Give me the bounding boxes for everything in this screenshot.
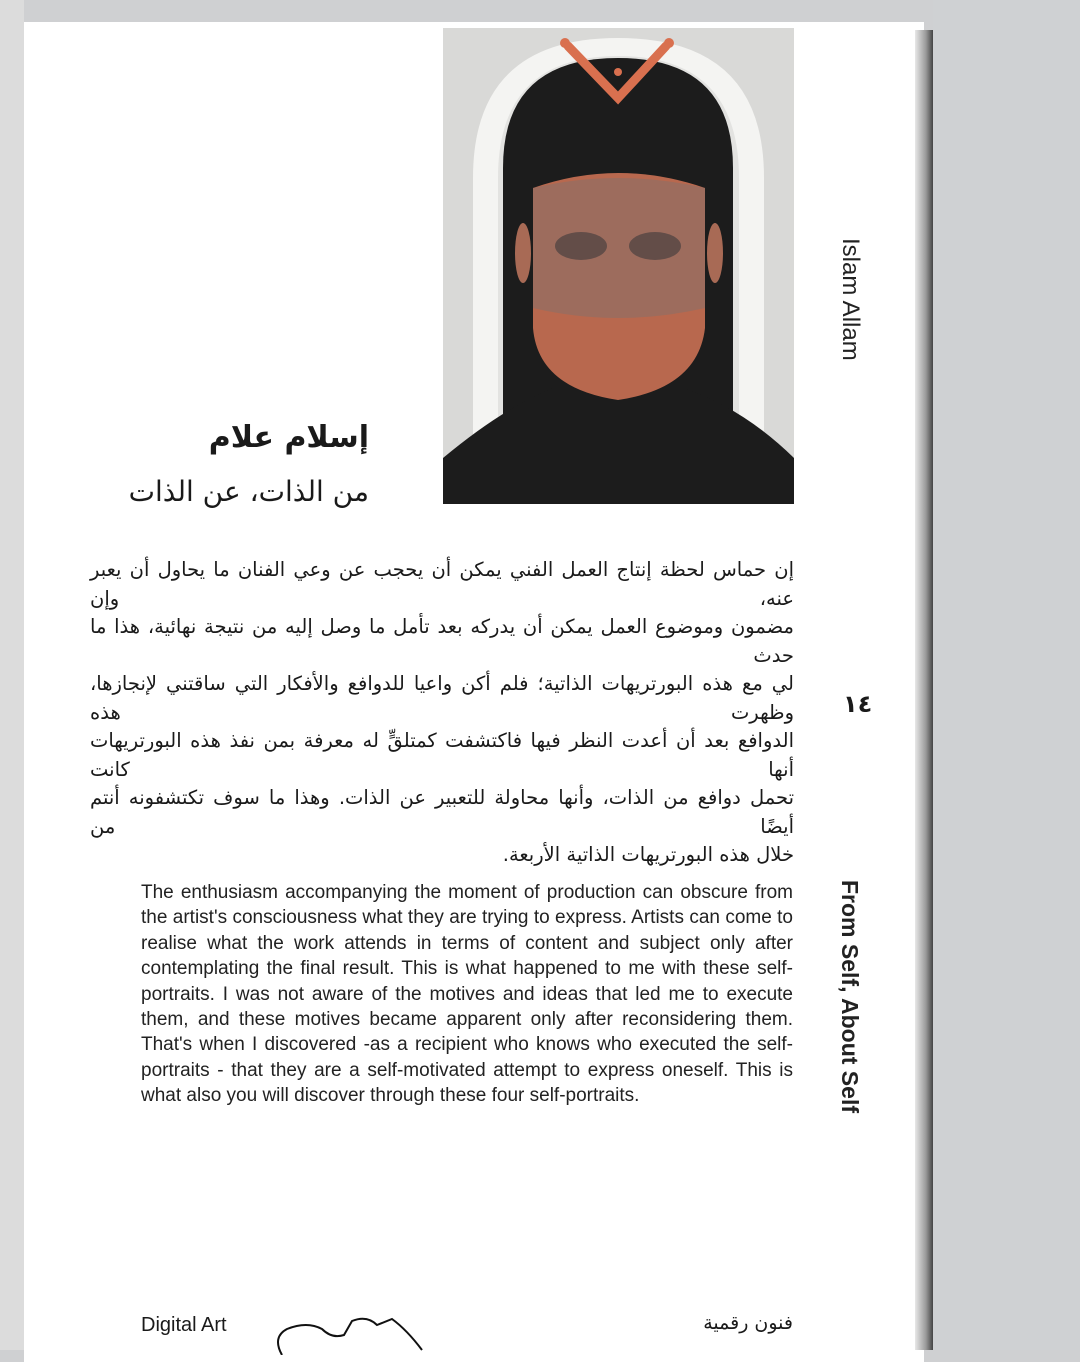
- scan-background-right: [933, 0, 1080, 1350]
- arabic-line: الدوافع بعد أن أعدت النظر فيها فاكتشفت كمتلقٍّ له معرفة بمن نفذ هذه البورتريهات أنها كانت: [90, 729, 794, 781]
- arabic-line: مضمون وموضوع العمل يمكن أن يدركه بعد تأمل ما وصل إليه من نتيجة نهائية، هذا ما حدث: [90, 615, 794, 667]
- work-title-vertical: From Self, About Self: [837, 880, 863, 1113]
- map-outline-graphic: [272, 1315, 432, 1355]
- self-portrait-image: [443, 28, 794, 504]
- artist-name-arabic: إسلام علام: [208, 420, 369, 455]
- page-edge: [915, 30, 933, 1350]
- english-body-text: The enthusiasm accompanying the moment of production can obscure from the artist's consciousness what they are trying to express. Artists can come to realise what the work attends in terms of content and subject only after contemplating the final result. This is what happened to me with these self-portraits. I was not aware of the motives and ideas that led me to execute them, and these motives became apparent only after reconsidering them. That's when I discovered -as a recipient who knows who executed the self-portraits - that they are a self-motivated attempt to express oneself. This is what also you will discover through these four self-portraits.: [141, 882, 793, 1107]
- artist-name-vertical: Islam Allam: [837, 238, 864, 361]
- footer-section-arabic: فنون رقمية: [703, 1312, 793, 1334]
- footer-section-english: Digital Art: [141, 1314, 227, 1336]
- arabic-line: إن حماس لحظة إنتاج العمل الفني يمكن أن يحجب عن وعي الفنان ما يحاول أن يعبر عنه، وإن: [90, 558, 794, 610]
- work-title-arabic: من الذات، عن الذات: [128, 475, 369, 508]
- arabic-line: خلال هذه البورتريهات الذاتية الأربعة.: [502, 843, 794, 866]
- scan-background-left: [0, 0, 24, 1350]
- arabic-line: تحمل دوافع من الذات، وأنها محاولة للتعبير عن الذات. وهذا ما سوف تكتشفونه أنتم أيضًا من: [90, 786, 794, 838]
- page-number: ١٤: [843, 690, 873, 718]
- arabic-line: لي مع هذه البورتريهات الذاتية؛ فلم أكن واعيا للدوافع والأفكار التي ساقتني لإنجازها، وظهرت هذه: [90, 672, 794, 724]
- arabic-body-text: [90, 556, 794, 870]
